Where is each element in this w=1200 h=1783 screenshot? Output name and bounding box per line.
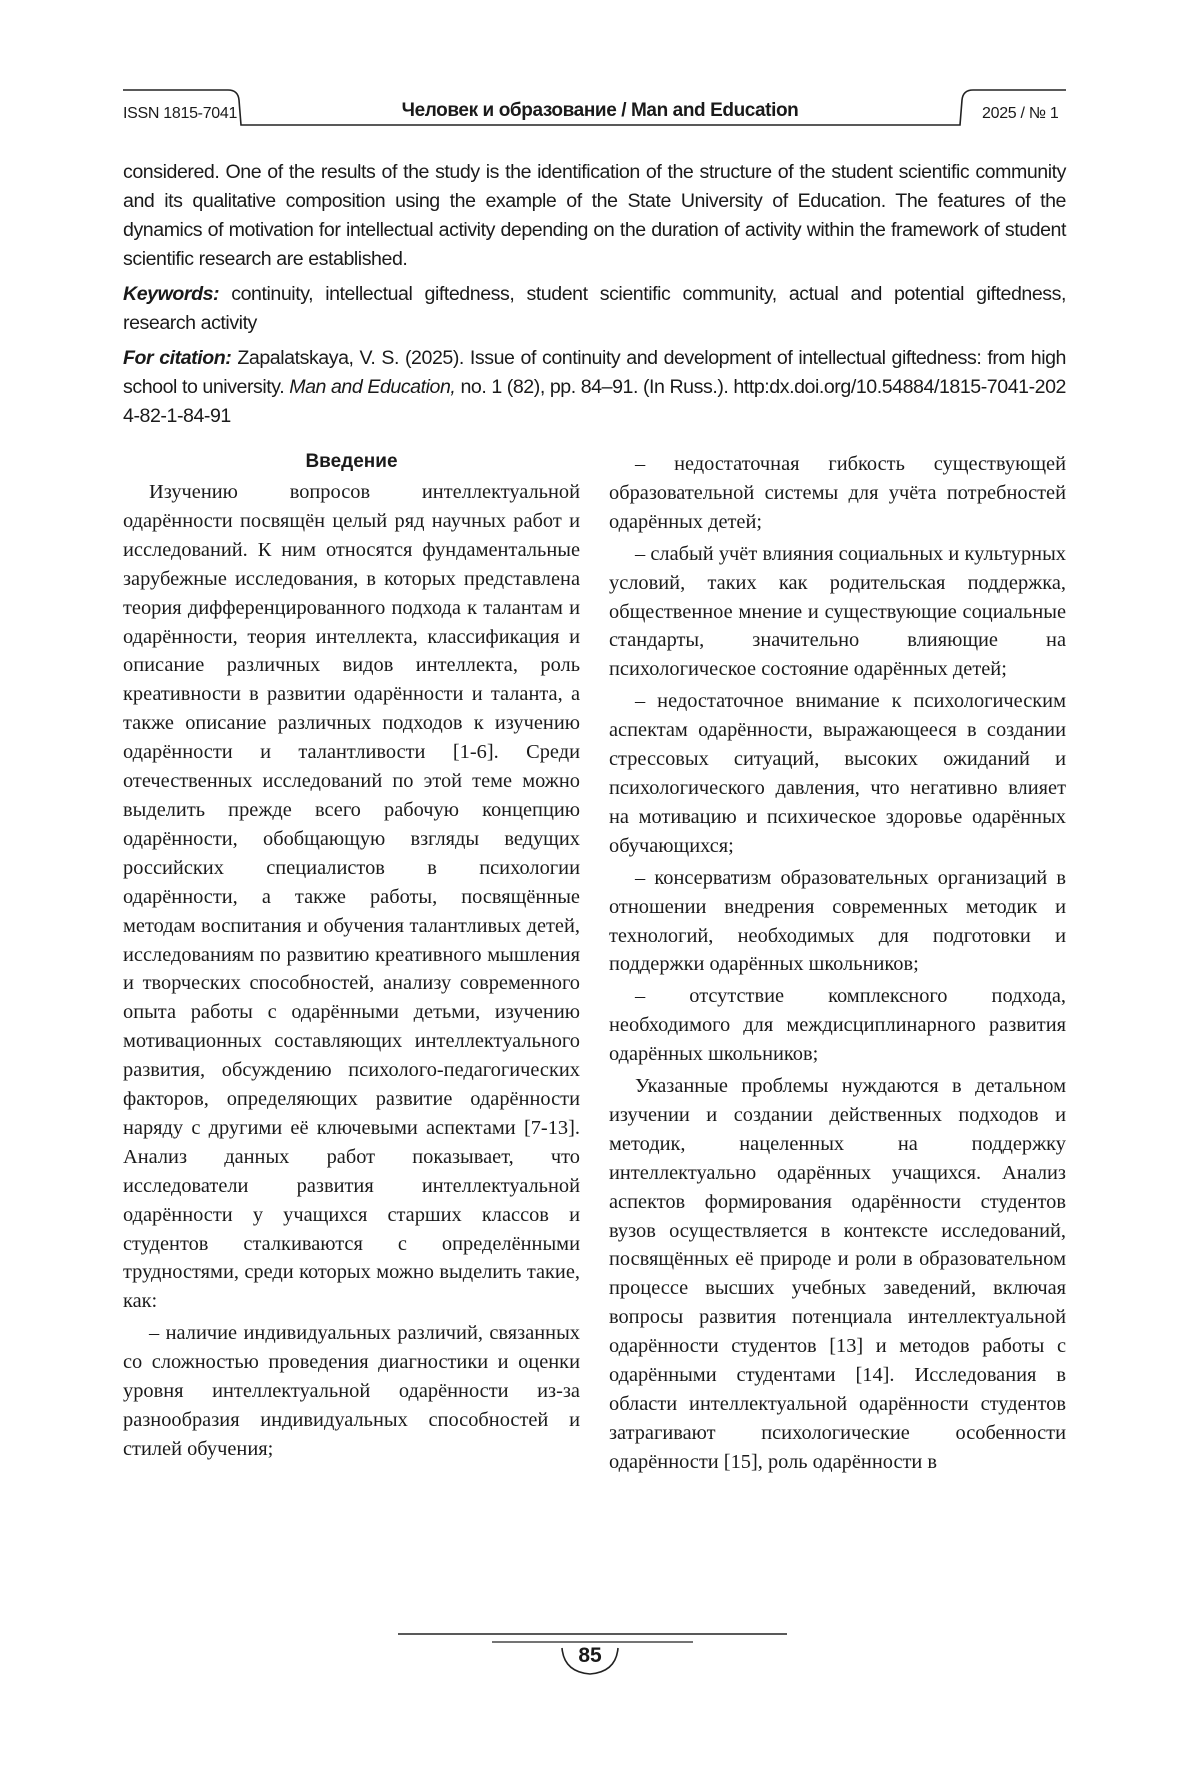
body-paragraph: – консерватизм образовательных организаций в отношении внедрения современных методик и технологий, необходимых для подготовки и поддержки одарённых школьников; (609, 864, 1066, 980)
body-paragraph: – слабый учёт влияния социальных и культурных условий, таких как родительская поддержка, общественное мнение и существующие социальные стандарты, значительно влияющие на психологическое состояние одарённых детей; (609, 540, 1066, 685)
body-paragraph: – отсутствие комплексного подхода, необходимого для междисциплинарного развития одарённых школьников; (609, 982, 1066, 1069)
abstract-text: considered. One of the results of the study is the identification of the structure of the student scientific community and its qualitative composition using the example of the State University of Education. The features of the dynamics of motivation for intellectual activity depending on the duration of activity within the framework of student scientific research are established. (123, 158, 1066, 274)
body-paragraph: Изучению вопросов интеллектуальной одарённости посвящён целый ряд научных работ и исследований. К ним относятся фундаментальные зарубежные исследования, в которых представлена теория дифференцированного подхода к талантам и одарённости, теория интеллекта, классификация и описание различных видов интеллекта, роль креативности в развитии одарённости и таланта, а также описание различных подходов к изучению одарённости и талантливости [1-6]. Среди отечественных исследований по этой теме можно выделить прежде всего рабочую концепцию одарённости, обобщающую взгляды ведущих российских специалистов в психологии одарённости, а также работы, посвящённые методам воспитания и обучения талантливых детей, исследованиям по развитию креативного мышления и творческих способностей, анализу современного опыта работы с одарёнными детьми, изучению мотивационных составляющих интеллектуального развития, обсуждению психолого-педагогических факторов, определяющих развитие одарённости наряду с другими её ключевыми аспектами [7-13]. Анализ данных работ показывает, что исследователи развития интеллектуальной одарённости у учащихся старших классов и студентов сталкиваются с определёнными трудностями, среди которых можно выделить такие, как: (123, 478, 580, 1316)
issue-number: 2025 / № 1 (982, 105, 1058, 123)
page-number: 85 (560, 1644, 620, 1668)
keywords-label: Keywords: (123, 283, 219, 305)
page-footer (0, 1628, 1200, 1708)
body-paragraph: – наличие индивидуальных различий, связанных со сложностью проведения диагностики и оценки уровня интеллектуальной одарённости из-за разнообразия индивидуальных способностей и стилей обучения; (123, 1319, 580, 1464)
running-header (0, 0, 1200, 140)
citation-journal: Man and Education, (289, 376, 455, 398)
body-paragraph: – недостаточное внимание к психологическим аспектам одарённости, выражающееся в создании стрессовых ситуаций, высоких ожиданий и психологического давления, что негативно влияет на мотивацию и психическое здоровье одарённых обучающихся; (609, 687, 1066, 860)
body-paragraph: Указанные проблемы нуждаются в детальном изучении и создании действенных подходов и методик, нацеленных на поддержку интеллектуально одарённых учащихся. Анализ аспектов формирования одарённости студентов вузов осуществляется в контексте исследований, посвящённых её природе и роли в образовательном процессе высших учебных заведений, включая вопросы развития потенциала интеллектуальной одарённости студентов [13] и методов работы с одарёнными студентами [14]. Исследования в области интеллектуальной одарённости студентов затрагивают психологические особенности одарённости [15], роль одарённости в (609, 1072, 1066, 1477)
section-title: Введение (123, 450, 580, 474)
citation-main: Zapalatskaya, V. S. (2025). Issue of continuity and development of intellectual giftedness: from high school to university. (123, 347, 1066, 398)
citation (123, 344, 1066, 431)
issn: ISSN 1815-7041 (123, 105, 237, 123)
body-paragraph: – недостаточная гибкость существующей образовательной системы для учёта потребностей одарённых детей; (609, 450, 1066, 537)
footer-rule-graphic (0, 1628, 1200, 1708)
right-column (609, 450, 1066, 1480)
citation-tail: no. 1 (82), pp. 84–91. (In Russ.). (460, 376, 728, 398)
citation-label: For citation: (123, 347, 231, 369)
left-column (123, 450, 580, 1467)
keywords (123, 280, 1066, 338)
journal-title: Человек и образование / Man and Education (380, 100, 820, 122)
keywords-text: continuity, intellectual giftedness, student scientific community, actual and potential gifted­ness, research activity (123, 283, 1066, 334)
abstract-block (123, 158, 1066, 437)
citation-doi-link[interactable]: http:dx.doi.org/10.54884/1815-7041-2024-82-1-84-91 (123, 376, 1066, 427)
